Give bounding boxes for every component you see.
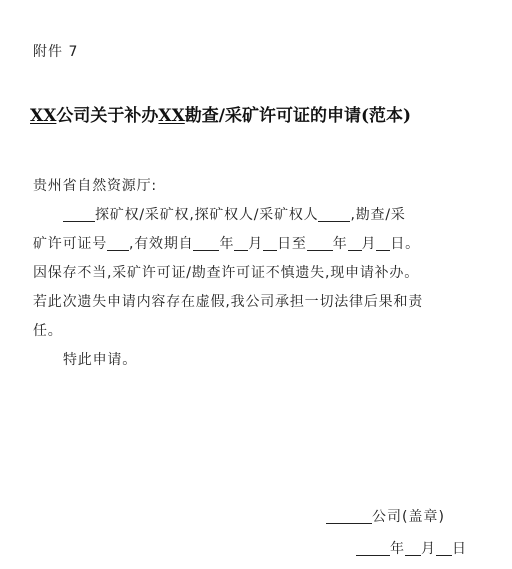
line1-text-a: 探矿权/采矿权,探矿权人/采矿权人 [95, 207, 319, 223]
blank-start-day [263, 234, 277, 251]
signature-company-line [326, 507, 445, 527]
blank-start-year [193, 234, 219, 251]
title-license-placeholder: XX [158, 106, 185, 126]
blank-start-month [234, 234, 248, 251]
recipient: 贵州省自然资源厅: [33, 178, 157, 194]
line2-end-year-label: 年 [332, 236, 348, 252]
attachment-label: 附件 7 [33, 44, 79, 60]
blank-end-day [376, 234, 390, 251]
paragraph-line-1 [33, 201, 481, 230]
line2-text-b: ,有效期自 [129, 236, 194, 252]
line5-text: 任。 [33, 323, 63, 339]
paragraph-line-3 [33, 259, 481, 288]
line2-day-to-label: 日至 [277, 236, 307, 252]
blank-mining-name [63, 205, 95, 222]
blank-holder-name [318, 205, 350, 222]
letter-body [33, 172, 481, 375]
blank-sign-day [436, 539, 452, 556]
signature-day-label: 日 [452, 541, 467, 557]
title-company-placeholder: XX [30, 106, 57, 126]
blank-license-number [107, 234, 129, 251]
line2-year-label: 年 [219, 236, 235, 252]
signature-company-label: 公司(盖章) [372, 509, 445, 525]
signature-date-line [356, 539, 467, 559]
recipient-line [33, 172, 481, 201]
line2-text-a: 矿许可证号 [33, 236, 107, 252]
blank-sign-year [356, 539, 390, 556]
line1-text-b: ,勘查/采 [350, 207, 406, 223]
line4-text: 若此次遗失申请内容存在虚假,我公司承担一切法律后果和责 [33, 294, 424, 310]
line2-month-label: 月 [248, 236, 264, 252]
closing-line [33, 346, 481, 375]
line2-end-day-label: 日。 [390, 236, 420, 252]
paragraph-line-5 [33, 317, 481, 346]
signature-year-label: 年 [390, 541, 405, 557]
line2-end-month-label: 月 [361, 236, 377, 252]
document-title [30, 103, 500, 129]
blank-company-name [326, 507, 372, 524]
closing-text: 特此申请。 [63, 352, 137, 368]
blank-end-month [348, 234, 362, 251]
title-text-part2: 勘查/采矿许可证的申请(范本) [184, 106, 412, 126]
line3-text: 因保存不当,采矿许可证/勘查许可证不慎遗失,现申请补办。 [33, 265, 420, 281]
paragraph-line-4 [33, 288, 481, 317]
blank-sign-month [405, 539, 421, 556]
signature-month-label: 月 [421, 541, 436, 557]
title-text-part1: 公司关于补办 [56, 106, 159, 126]
paragraph-line-2 [33, 230, 481, 259]
blank-end-year [307, 234, 333, 251]
